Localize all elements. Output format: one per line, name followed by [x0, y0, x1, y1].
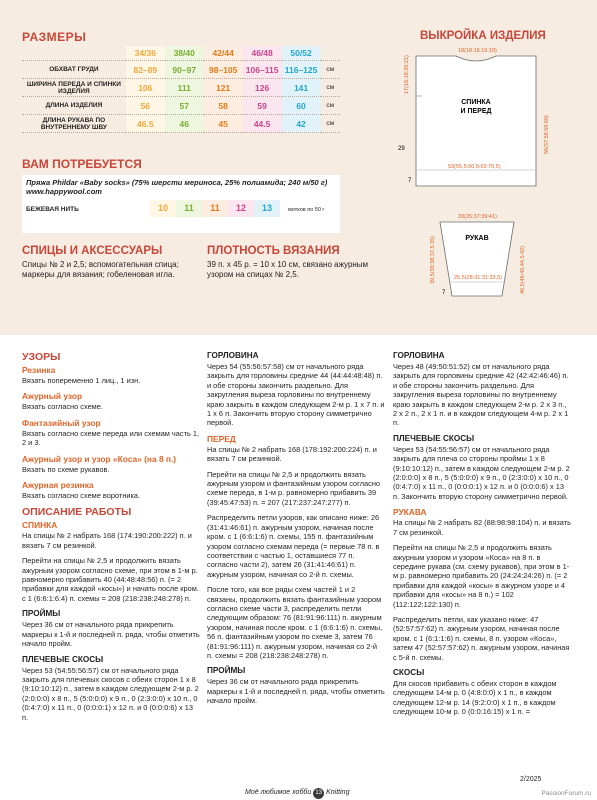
size-value: 126 — [243, 79, 282, 97]
size-value: 45 — [204, 115, 243, 133]
needles-text: Спицы № 2 и 2,5; вспомогательная спица; маркеры для вязания; гобеленовая игла. — [22, 260, 179, 279]
watermark: PassionForum.ru — [541, 790, 591, 797]
subheading: ПЕРЕД — [207, 433, 236, 444]
paragraph: Через 54 (55:56:57:58) см от начального ряда закрыть для горловины средние 44 (44:44:48:48) п. и обе стороны закончить раздельно. Для закругления выреза горловины по внутреннему краю закрыть в каждом следующем 2-м р. 1 x 7 п. и 1 x 6 п. Закончить вторую сторону симметрично первой. — [207, 362, 385, 428]
bold-heading: ПЛЕЧЕВЫЕ СКОСЫ — [22, 654, 104, 664]
paragraph: Вязать согласно схеме воротника. — [22, 491, 141, 501]
size-value: 106 — [126, 79, 165, 97]
density-text: 39 п. x 45 р. = 10 x 10 см, связано ажурным узором на спицах № 2,5. — [207, 260, 369, 279]
yarn-description: Пряжа Phildar «Baby socks» (75% шерсти мериноса, 25% полиамида; 240 м/50 г) www.happywool.com — [26, 178, 338, 196]
unit: см — [321, 115, 340, 133]
neck-width: 18(18:18:19:19) — [458, 48, 497, 54]
size-header: 34/36 — [126, 46, 165, 61]
paragraph: Через 36 см от начального ряда прикрепить маркеры к 1-й и последней п. ряда, чтобы отметить начало пройм. — [207, 677, 385, 706]
paragraph: Вязать по схеме рукавов. — [22, 464, 110, 474]
sleeve-top: 33(35:37:39:41) — [458, 214, 497, 220]
yarn-site: www.happywool.com — [26, 187, 102, 196]
bold-heading: ПЛЕЧЕВЫЕ СКОСЫ — [393, 433, 475, 443]
size-value: 56 — [126, 97, 165, 115]
paragraph: Распределить петли узоров, как описано ниже: 26 (31:41:46:61) п. ажурным узором, начиная после кром. с 1 (6:6:1:6) п. схемы, 155 п. фантазийным узором согласно схемам переда (= первые 78 п. в соответствии с частью 1, оставшиеся 77 п. согласно части 2), затем 26 (31:41:46:61) п. ажурным узором, начиная со 2-й п. схемы. — [207, 513, 380, 579]
unit: см — [321, 97, 340, 115]
size-header: 50/52 — [282, 46, 321, 61]
sizes-table — [22, 46, 340, 133]
page-number: 13 — [313, 788, 324, 799]
unit: см — [321, 61, 340, 79]
column-3 — [393, 351, 571, 723]
row-label: ШИРИНА ПЕРЕДА И СПИНКИ ИЗДЕЛИЯ — [22, 79, 126, 97]
need-title: ВАМ ПОТРЕБУЕТСЯ — [22, 157, 142, 171]
subheading: Резинка — [22, 365, 56, 375]
size-value: 44.5 — [243, 115, 282, 133]
size-value: 98–105 — [204, 61, 243, 79]
bold-heading: ГОРЛОВИНА — [207, 351, 259, 360]
yarn-qty: 11 — [176, 200, 202, 217]
size-header: 46/48 — [243, 46, 282, 61]
yarn-qty: 13 — [254, 200, 280, 217]
size-header: 42/44 — [204, 46, 243, 61]
subheading: СПИНКА — [22, 520, 58, 531]
yarn-qty: 12 — [228, 200, 254, 217]
issue-number: 2/2025 — [520, 776, 542, 783]
size-value: 46 — [165, 115, 204, 133]
section-title: ОПИСАНИЕ РАБОТЫ — [22, 506, 132, 519]
subheading: Ажурный узор — [22, 391, 83, 402]
sleeve-shape — [440, 222, 514, 296]
subheading: РУКАВА — [393, 507, 427, 518]
body-label-1: СПИНКА — [461, 99, 491, 106]
size-value: 121 — [204, 79, 243, 97]
len-left: 29 — [398, 146, 405, 152]
paragraph: На спицы № 2 набрать 168 (174:190:200:222) п. и вязать 7 см резинкой. — [22, 531, 192, 550]
size-value: 46.5 — [126, 115, 165, 133]
section-title: УЗОРЫ — [22, 351, 61, 363]
cuff-height: 7 — [442, 290, 446, 296]
bold-heading: СКОСЫ — [393, 667, 425, 677]
paragraph: Через 53 (54:55:56:57) см от начального ряда закрыть для плеча со стороны проймы 1 x 8 (9:10:10:12) п., затем в каждом следующем 2-м р. 2 (2:0:0:0) x 8 п., 5 (5:0:0:0) x 9 п., 0 (2:3:0:0) x 10 п., 0 (0:4:7:0) x 11 п., 0 (0:0:0:1) x 12 п. и 0 (0:0:0:6) x 13 п. Закончить вторую сторону симметрично первой. — [393, 444, 570, 501]
size-value: 59 — [243, 97, 282, 115]
subheading: Фантазийный узор — [22, 417, 101, 428]
size-value: 57 — [165, 97, 204, 115]
paragraph: Перейти на спицы № 2,5 и продолжить вязать ажурным узором согласно схеме, при этом в 1-м р. равномерно прибавить 40 (44:48:48:56) п. (= 2 прибавки для каждой «косы») и начать после кром. с 1 (6:6:1:6:4) п. схемы = 208 (218:238:248:278) п. — [22, 556, 199, 603]
paragraph: Вязать согласно схеме. — [22, 402, 103, 412]
pattern-schematic — [378, 44, 578, 304]
size-value: 60 — [282, 97, 321, 115]
sleeve-left: 39,5(39:38:37,5:35) — [430, 235, 436, 284]
size-value: 106–115 — [243, 61, 282, 79]
subheading: Ажурный узор и узор «Коса» (на 8 п.) — [22, 453, 177, 464]
pattern-title: ВЫКРОЙКА ИЗДЕЛИЯ — [420, 30, 546, 42]
paragraph: Перейти на спицы № 2,5 и продолжить вязать ажурным узором и узором «Коса» на 8 п. в середине рукава (см. схему рукавов), при этом в 1-м р. равномерно прибавить 20 (24:24:24:26) п. (= 2 прибавки для каждой «косы» в ажурном узоре и 4 прибавки для «косы» на 8 п.) = 102 (112:122:122:130) п. — [393, 543, 570, 609]
row-label: ДЛИНА РУКАВА ПО ВНУТРЕННЕМУ ШВУ — [22, 115, 126, 133]
sizes-title: РАЗМЕРЫ — [22, 30, 87, 44]
bold-heading: ГОРЛОВИНА — [393, 351, 445, 360]
yarn-qty: 11 — [202, 200, 228, 217]
body-label-2: И ПЕРЕД — [460, 108, 492, 115]
cuff-width: 25,5(28:31:31:33,5) — [454, 275, 503, 281]
paragraph: На спицы № 2 набрать 82 (88:98:98:104) п. и вязать 7 см резинкой. — [393, 518, 571, 537]
subheading: Ажурная резинка — [22, 480, 94, 491]
color-label: БЕЖЕВАЯ НИТЬ — [26, 206, 79, 213]
row-label: ДЛИНА ИЗДЕЛИЯ — [22, 97, 126, 115]
row-label: ОБХВАТ ГРУДИ — [22, 61, 126, 79]
size-value: 82–89 — [126, 61, 165, 79]
sleeve-label: РУКАВ — [465, 235, 489, 242]
paragraph: Распределить петли, как указано ниже: 47 (52:57:57:62) п. ажурным узором, начиная после кром. с 1 (6:1:1:6) п. схемы, 8 п. узором «Коса», затем 47 (52:57:57:62) п. ажурным узором, начиная с 5-й п. схемы. — [393, 614, 570, 662]
paragraph: Через 53 (54:55:56:57) см от начального ряда закрыть для плечевых скосов с обеих сторон 1 x 8 (9:10:10:12) п., затем в каждом следующем 2-м р. 2 (2:0:0:0) x 8 п., 5 (5:0:0:0) x 9 п., 0 (2:3:0:0) x 10 п., 0 (0:4:7:0) x 11 п., 0 (0:0:0:1) x 12 п. и 0 (0:0:0:6) x 13 п. — [22, 665, 199, 722]
qty-unit: мотков по 50 г — [288, 207, 325, 213]
paragraph: Для скосов прибавить с обеих сторон в каждом следующем 14-м р. 0 (4:8:0:0) x 1 п., в каждом следующем 12-м р. 14 (9:2:0:0) x 1 п., в каждом следующем 10-м р. 0 (0:0:16:15) x 1 п. = — [393, 678, 557, 717]
size-header: 38/40 — [165, 46, 204, 61]
paragraph: После того, как все ряды схем частей 1 и 2 связаны, продолжить вязать фантазийным узором согласно схеме части 3, распределить петли следующим образом: 76 (81:91:96:111) п. ажурным узором, начиная после кром. с 1 (6:6:1:6) п. схемы, 56 п. фантазийным узором по схеме 3, затем 76 (81:91:96:111) п. ажурным узором, начиная со 2-й п. схемы = 208 (218:238:248:278) п. — [207, 585, 383, 660]
needles-title: СПИЦЫ И АКСЕССУАРЫ — [22, 245, 163, 257]
paragraph: Перейти на спицы № 2,5 и продолжить вязать ажурным узором и фантазийным узором согласно схеме переда, в 1-м р. равномерно прибавить 39 (39:45:47:53) п. = 207 (217:237:247:277) п. — [207, 469, 381, 507]
paragraph: Вязать попеременно 1 лиц., 1 изн. — [22, 376, 141, 385]
size-value: 58 — [204, 97, 243, 115]
yarn-quantities — [150, 200, 280, 217]
yarn-qty: 10 — [150, 200, 176, 217]
armhole-height: 17(18:18:20:21) — [404, 55, 410, 94]
bold-heading: ПРОЙМЫ — [22, 609, 61, 619]
size-value: 116–125 — [282, 61, 321, 79]
paragraph: Вязать согласно схеме переда или схемам часть 1, 2 и 3. — [22, 428, 200, 448]
size-value: 90–97 — [165, 61, 204, 79]
density-title: ПЛОТНОСТЬ ВЯЗАНИЯ — [207, 245, 340, 257]
sleeve-length: 46,5(46:45:44,5:42) — [520, 245, 526, 294]
footer-journal: Моё любимое хобби 13 Knitting — [245, 788, 349, 799]
paragraph: На спицы № 2 набрать 168 (178:192:200:224) п. и вязать 7 см резинкой. — [207, 444, 377, 464]
size-value: 111 — [165, 79, 204, 97]
bold-heading: ПРОЙМЫ — [207, 666, 246, 676]
column-2 — [207, 351, 385, 712]
paragraph: Через 48 (49:50:51:52) см от начального ряда закрыть для горловины средние 42 (42:42:46:46) п. и обе стороны закончить раздельно. Для закругления выреза горловины по внутреннему краю закрыть в каждом следующем 2-м р. 2 x 3 п., 2 x 2 п., 2 x 1 п. и в каждом следующем 4-м р. 2 x 1 п. — [393, 362, 569, 428]
body-width: 53(55,5:60,5:63:70,5) — [448, 164, 501, 170]
unit: см — [321, 79, 340, 97]
size-value: 42 — [282, 115, 321, 133]
column-1 — [22, 351, 200, 728]
hem-height: 7 — [408, 178, 412, 184]
total-length: 56(57:58:59:60) — [544, 115, 550, 154]
size-value: 141 — [282, 79, 321, 97]
paragraph: Через 36 см от начального ряда прикрепить маркеры к 1-й и последней п. ряда, чтобы отметить начало пройм. — [22, 620, 200, 649]
